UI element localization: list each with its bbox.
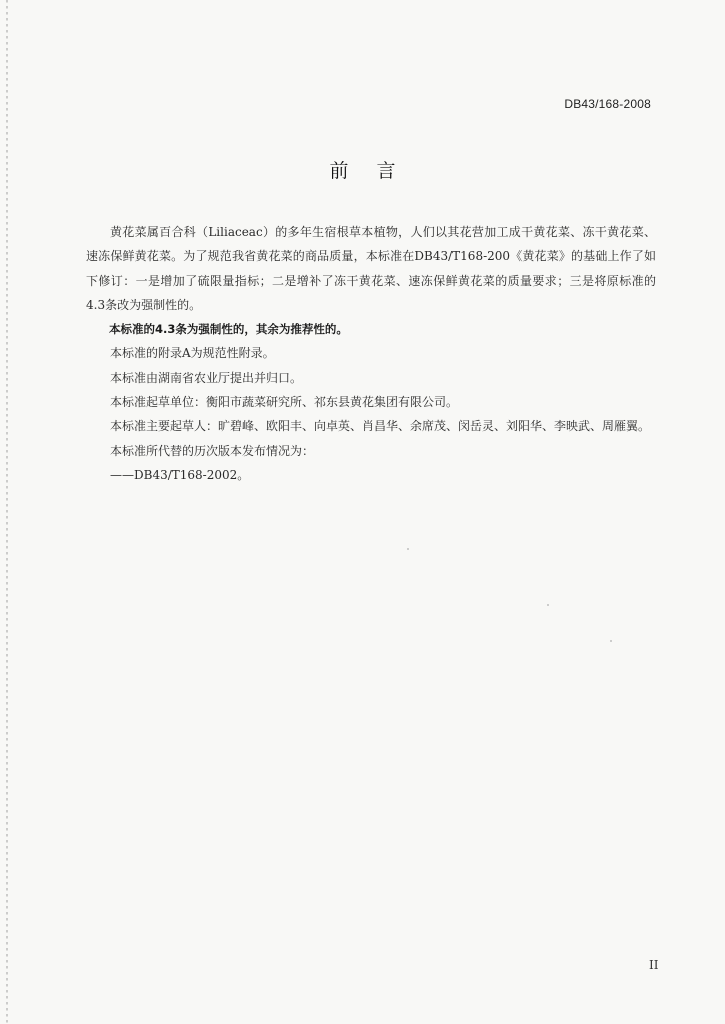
page-heading: 前言	[329, 160, 424, 182]
standard-code: DB43/168-2008	[564, 97, 651, 111]
scan-speck	[547, 604, 549, 606]
paragraph-drafting-units: 本标准起草单位：衡阳市蔬菜研究所、祁东县黄花集团有限公司。	[110, 395, 459, 410]
binding-edge	[6, 0, 8, 1024]
page-number: II	[649, 958, 659, 972]
paragraph-mandatory-clause: 本标准的4.3条为强制性的，其余为推荐性的。	[109, 322, 348, 337]
paragraph-history: 本标准所代替的历次版本发布情况为：	[110, 443, 315, 458]
paragraph-appendix: 本标准的附录A为规范性附录。	[110, 346, 275, 361]
preface-body	[86, 220, 656, 487]
scan-speck	[610, 640, 612, 642]
paragraph-previous-version: ——DB43/T168-2002。	[110, 467, 250, 482]
scan-speck	[407, 548, 409, 550]
paragraph-intro: 黄花菜属百合科（Liliaceac）的多年生宿根草本植物，人们以其花营加工成干黄花菜、冻干黄花菜、速冻保鲜黄花菜。为了规范我省黄花菜的商品质量，本标准在DB43/T168-200《黄花菜》的基础上作了如下修订：一是增加了硫限量指标；二是增补了冻干黄花菜、速冻保鲜黄花菜的质量要求；三是将原标准的4.3条改为强制性的。	[86, 225, 656, 312]
paragraph-proposer: 本标准由湖南省农业厅提出并归口。	[110, 370, 303, 385]
paragraph-drafters: 本标准主要起草人：旷碧峰、欧阳丰、向卓英、肖昌华、余席茂、闵岳灵、刘阳华、李映武、周雁翼。	[110, 419, 651, 434]
